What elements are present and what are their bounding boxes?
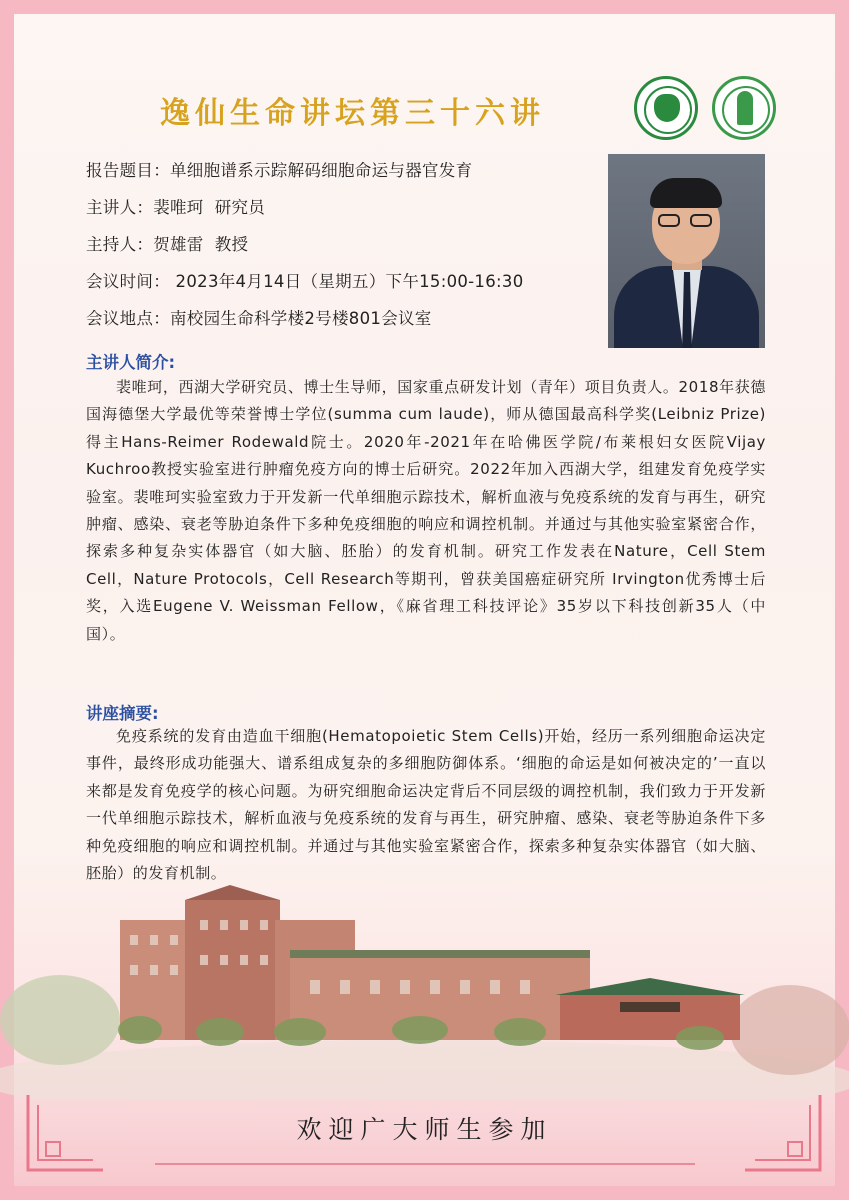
host-label: 主持人： [86,234,154,254]
speaker-value: 裴唯珂 研究员 [153,197,266,217]
campus-illustration [0,880,849,1100]
speaker-row [86,187,596,224]
speaker-label: 主讲人： [86,197,154,217]
bio-text: 裴唯珂，西湖大学研究员、博士生导师，国家重点研发计划（青年）项目负责人。2018年获德国海德堡大学最优等荣誉博士学位(summa cum laude)，师从德国最高科学奖(Leibniz Prize)得主Hans-Reimer Rodewald院士。2020年-2021年在哈佛医学院/布莱根妇女医院Vijay Kuchroo教授实验室进行肿瘤免疫方向的博士后研究。2022年加入西湖大学，组建发育免疫学实验室。裴唯珂实验室致力于开发新一代单细胞示踪技术，解析血液与免疫系统的发育与再生，研究肿瘤、感染、衰老等胁迫条件下多种免疫细胞的响应和调控机制。并通过与其他实验室紧密合作，探索多种复杂实体器官（如大脑、胚胎）的发育机制。研究工作发表在Nature，Cell Stem Cell，Nature Protocols，Cell Research等期刊，曾获美国癌症研究所 Irvington优秀博士后奖，入选Eugene V. Weissman Fellow，《麻省理工科技评论》35岁以下科技创新35人（中国）。 [86,378,766,643]
topic-value: 单细胞谱系示踪解码细胞命运与器官发育 [170,160,473,180]
university-logo [634,76,698,140]
venue-row [86,298,596,335]
time-value: 2023年4月14日（星期五）下午15:00-16:30 [175,271,524,291]
event-info [86,150,596,335]
venue-value: 南校园生命科学楼2号楼801会议室 [170,308,432,328]
lab-logo [712,76,776,140]
time-label: 会议时间： [86,271,176,291]
speaker-photo [608,154,765,348]
topic-label: 报告题目： [86,160,170,180]
time-row [86,261,596,298]
poster-title: 逸仙生命讲坛第三十六讲 [160,96,545,131]
bio-heading: 主讲人简介: [86,353,176,372]
topic-row [86,150,596,187]
abstract-text: 免疫系统的发育由造血干细胞(Hematopoietic Stem Cells)开始，经历一系列细胞命运决定事件，最终形成功能强大、谱系组成复杂的多细胞防御体系。‘细胞的命运是如何被决定的’一直以来都是发育免疫学的核心问题。为研究细胞命运决定背后不同层级的调控机制，我们致力于开发新一代单细胞示踪技术，解析血液与免疫系统的发育与再生，研究肿瘤、感染、衰老等胁迫条件下多种免疫细胞的响应和调控机制。并通过与其他实验室紧密合作，探索多种复杂实体器官（如大脑、胚胎）的发育机制。 [86,727,766,883]
footer-welcome: 欢迎广大师生参加 [296,1115,553,1144]
venue-label: 会议地点： [86,308,170,328]
footer-divider [155,1163,695,1165]
host-row [86,224,596,261]
abstract-heading: 讲座摘要: [86,704,159,723]
host-value: 贺雄雷 教授 [153,234,249,254]
